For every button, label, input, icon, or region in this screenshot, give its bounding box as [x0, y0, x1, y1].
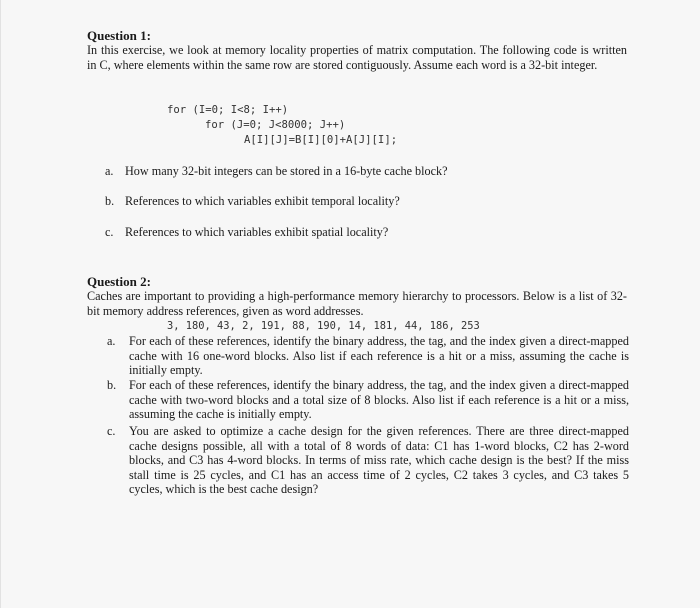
question-2	[87, 274, 627, 318]
item-label: c.	[105, 225, 114, 239]
item-label: a.	[107, 334, 116, 348]
item-text: References to which variables exhibit spatial locality?	[125, 225, 389, 239]
item-label: a.	[105, 164, 114, 178]
code-line-3: A[I][J]=B[I][0]+A[J][I];	[244, 134, 398, 146]
question-2-item-c	[107, 424, 629, 504]
item-text: For each of these references, identify the binary address, the tag, and the index given a direct-mapped cache with 16 one-word blocks. Also list if each reference is a hit or a miss, assuming the cache is initially empty.	[129, 334, 629, 378]
address-sequence: 3, 180, 43, 2, 191, 88, 190, 14, 181, 44, 186, 253	[167, 320, 480, 332]
question-1-title: Question 1:	[87, 28, 151, 43]
code-line-2: for (J=0; J<8000; J++)	[205, 119, 346, 131]
question-1-intro: In this exercise, we look at memory locality properties of matrix computation. The following code is written in C, where elements within the same row are stored contiguously. Assume each word is a 32-bit integer.	[87, 43, 627, 72]
item-text: You are asked to optimize a cache design for the given references. There are three direct-mapped cache designs possible, all with a total of 8 words of data: C1 has 1-word blocks, C2 has 2-word blocks, and C3 has 4-word blocks. In terms of miss rate, which cache design is the best? If the miss stall time is 25 cycles, and C1 has an access time of 2 cycles, C2 takes 3 cycles, and C3 takes 5 cycles, which is the best cache design?	[129, 424, 629, 497]
item-label: b.	[105, 194, 115, 208]
question-2-item-b	[107, 378, 629, 422]
item-label: c.	[107, 424, 116, 438]
item-label: b.	[107, 378, 117, 392]
item-text: How many 32-bit integers can be stored in a 16-byte cache block?	[125, 164, 448, 178]
item-text: For each of these references, identify the binary address, the tag, and the index given a direct-mapped cache with two-word blocks and a total size of 8 blocks. Also list if each reference is a hit or a miss, assuming the cache is initially empty.	[129, 378, 629, 422]
item-text: References to which variables exhibit temporal locality?	[125, 194, 400, 208]
question-2-title: Question 2:	[87, 274, 151, 289]
question-2-intro: Caches are important to providing a high-performance memory hierarchy to processors. Below is a list of 32-bit memory address references, given as word addresses.	[87, 289, 627, 318]
question-2-item-a	[107, 334, 629, 378]
question-1	[87, 28, 627, 72]
code-line-1: for (I=0; I<8; I++)	[167, 104, 289, 116]
